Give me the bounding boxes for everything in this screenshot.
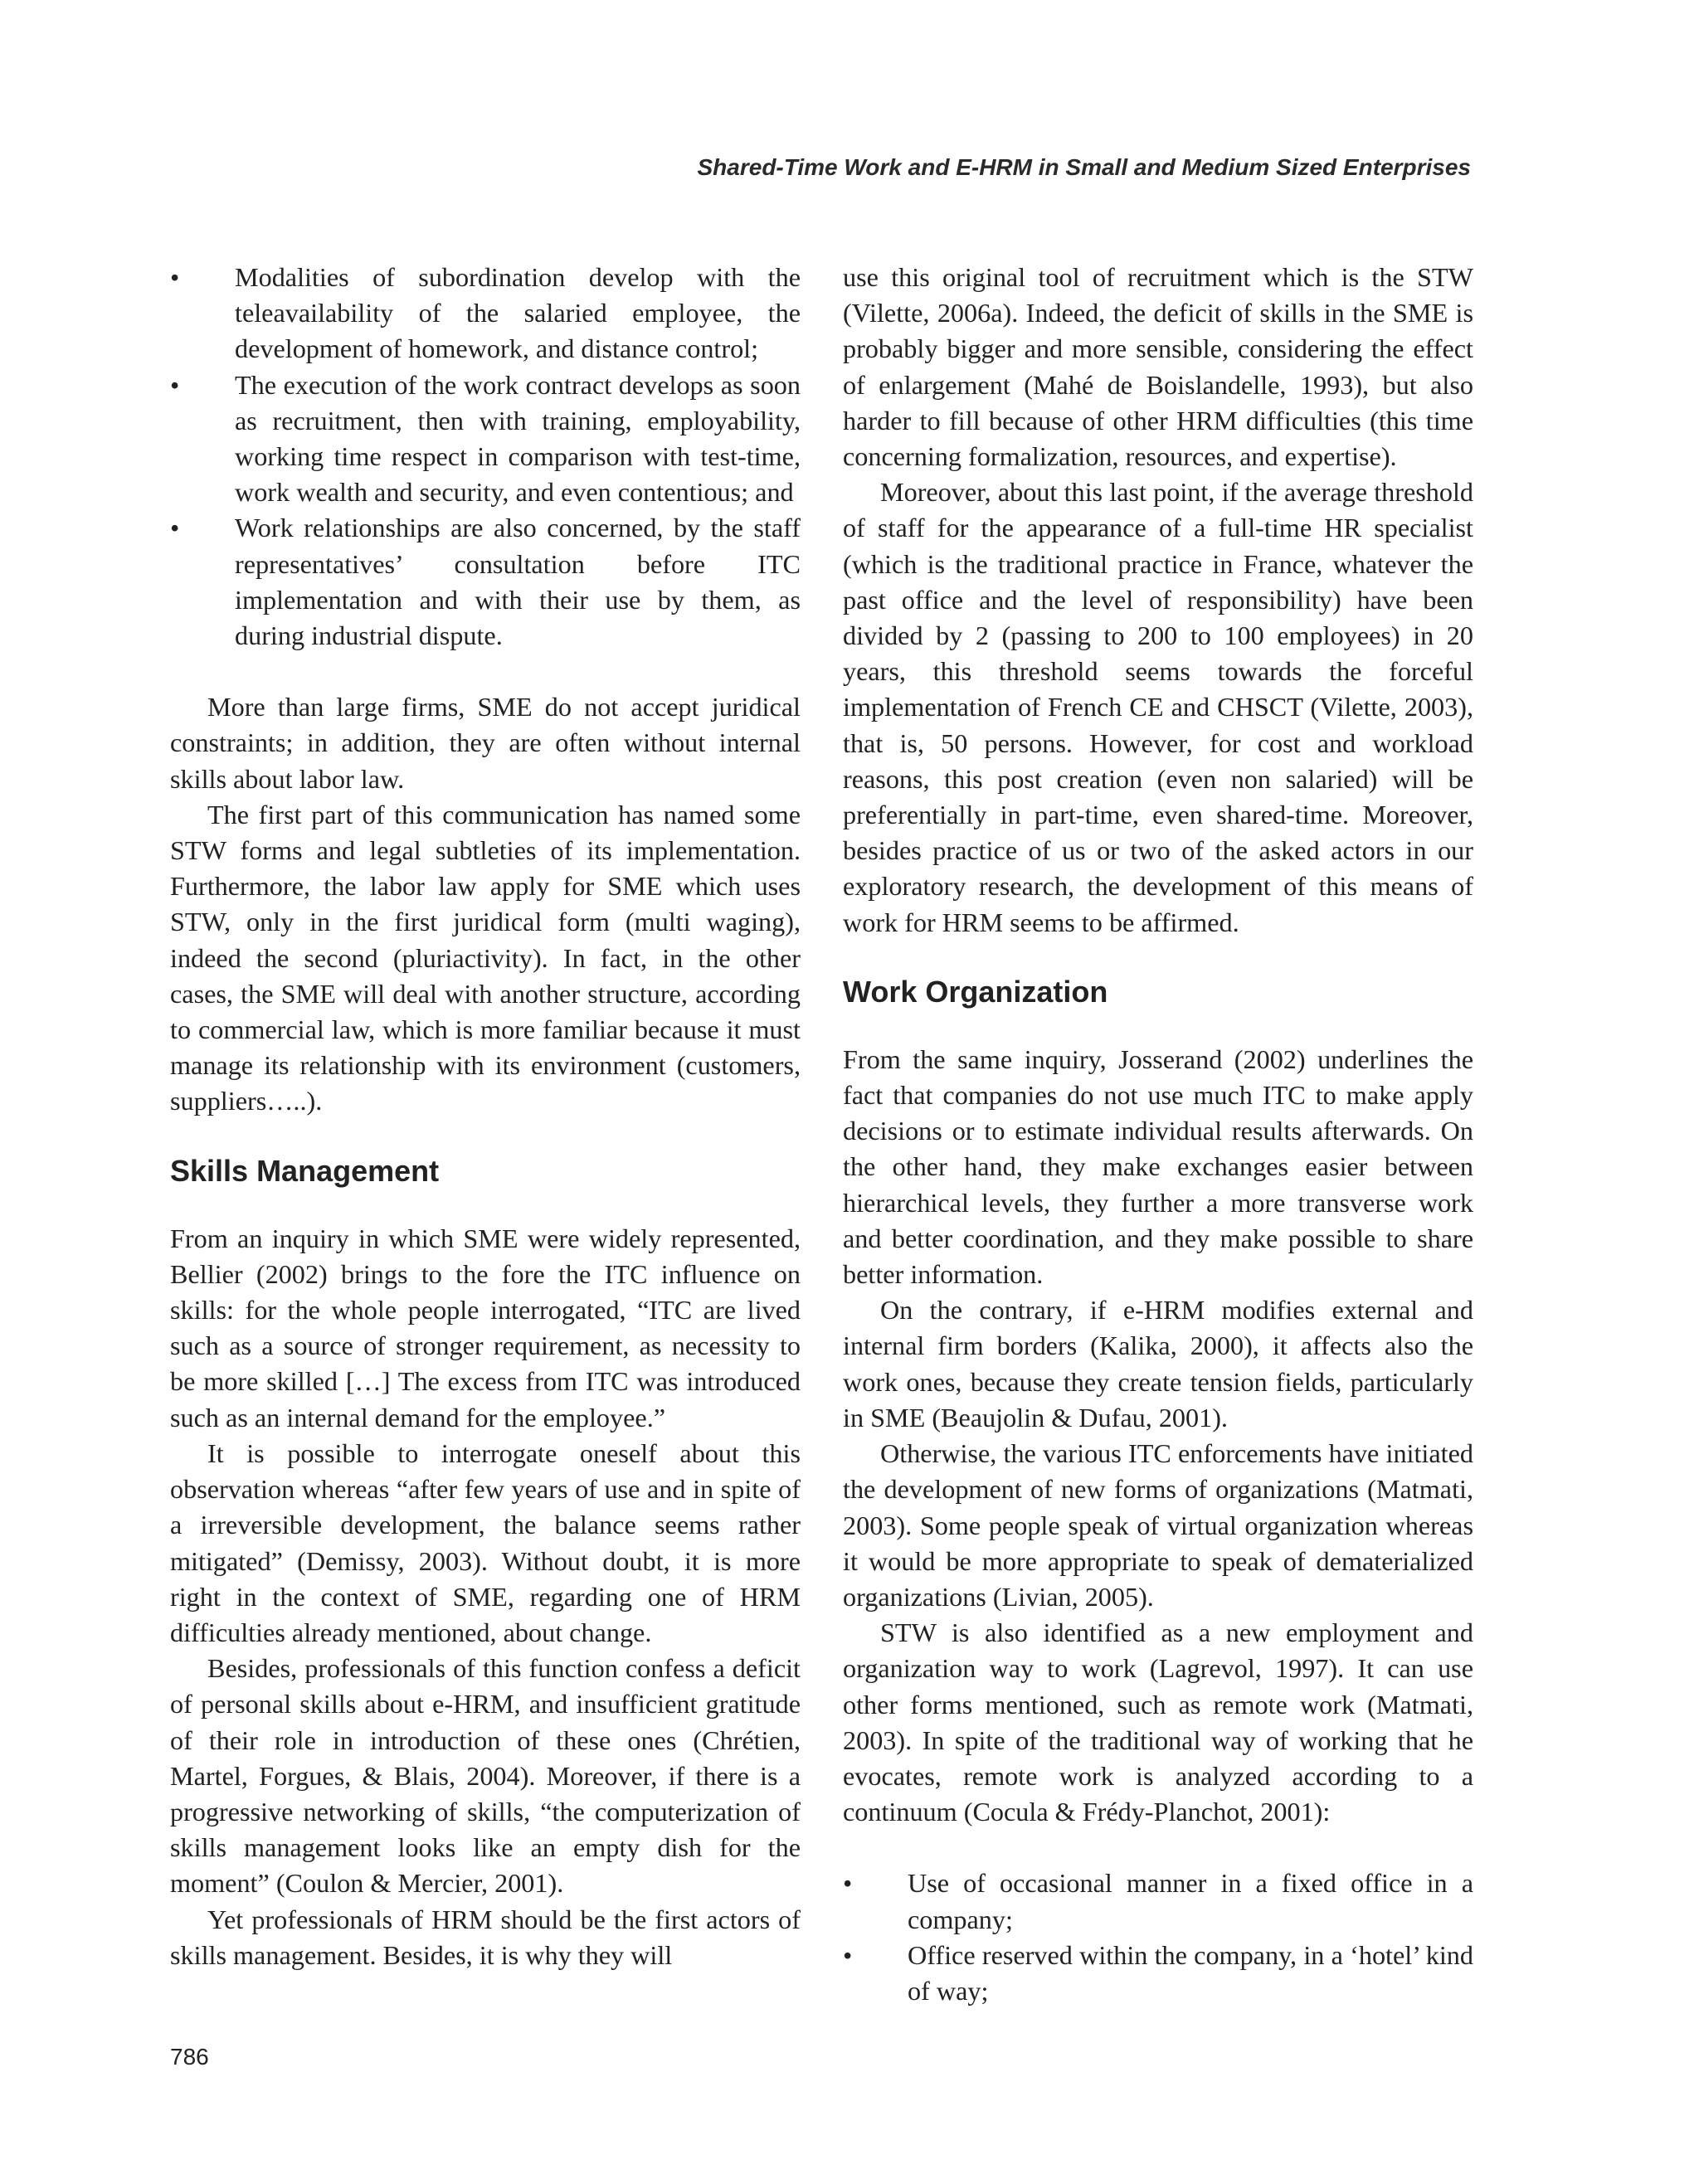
body-paragraph: Moreover, about this last point, if the average threshold of staff for the appearance of a full-time HR specialist (which is the traditional practice in France, whatever the past office and the level of responsibility) have been divided by 2 (passing to 200 to 100 employees) in 20 years, this threshold seems towards the forceful implementation of French CE and CHSCT (Vilette, 2003), that is, 50 persons. However, for cost and workload reasons, this post creation (even non salaried) will be preferentially in part-time, even shared-time. Moreover, besides practice of us or two of the asked actors in our exploratory research, the development of this means of work for HRM seems to be affirmed. (843, 477, 1473, 937)
bullet-text: The execution of the work contract develops as soon as recruitment, then with training, employability, working time respect in comparison with test-time, work wealth and security, and even contentious; and (235, 369, 801, 508)
bullet-text: Work relationships are also concerned, by the staff representatives’ consultation before ITC implementation and with their use by them, as during industrial dispute. (235, 513, 801, 651)
body-paragraph: Otherwise, the various ITC enforcements have initiated the development of new forms of organizations (Matmati, 2003). Some people speak of virtual organization whereas it would be more appropriate to speak of dematerialized organizations (Livian, 2005). (843, 1438, 1473, 1612)
bullet-text: Modalities of subordination develop with the teleavailability of the salaried employee, the development of homework, and distance control; (235, 262, 801, 364)
bullet-icon: • (843, 1868, 853, 1899)
body-paragraph: More than large firms, SME do not accept juridical constraints; in addition, they are often without internal skills about labor law. (170, 692, 801, 794)
list-item (843, 1938, 1473, 2009)
bullet-text: Use of occasional manner in a fixed office in a company; (908, 1868, 1473, 1934)
bullet-text: Office reserved within the company, in a ‘hotel’ kind of way; (908, 1939, 1473, 2006)
list-item (843, 1865, 1473, 1937)
body-paragraph: STW is also identified as a new employment and organization way to work (Lagrevol, 1997). It can use other forms mentioned, such as remote work (Matmati, 2003). In spite of the traditional way of working that he evocates, remote work is analyzed according to a continuum (Cocula & Frédy-Planchot, 2001): (843, 1617, 1473, 1827)
left-column (170, 260, 801, 1973)
list-item (170, 260, 801, 367)
body-paragraph: The first part of this communication has named some STW forms and legal subtleties of its implementation. Furthermore, the labor law apply for SME which uses STW, only in the first juridical form (multi waging), indeed the second (pluriactivity). In fact, in the other cases, the SME will deal with another structure, according to commercial law, which is more familiar because it must manage its relationship with its environment (customers, suppliers…..). (170, 799, 801, 1116)
list-item (170, 510, 801, 654)
page-number: 786 (170, 2044, 209, 2070)
section-heading-skills-management: Skills Management (170, 1153, 440, 1188)
bullet-icon: • (170, 369, 180, 400)
left-bullet-list (170, 260, 801, 654)
right-column (843, 260, 1473, 2009)
bullet-icon: • (170, 262, 180, 292)
body-paragraph: Yet professionals of HRM should be the first actors of skills management. Besides, it is why they will (170, 1904, 801, 1970)
bullet-icon: • (170, 513, 180, 543)
body-paragraph: On the contrary, if e-HRM modifies external and internal firm borders (Kalika, 2000), it affects also the work ones, because they create tension fields, particularly in SME (Beaujolin & Dufau, 2001). (843, 1295, 1473, 1432)
body-paragraph: It is possible to interrogate oneself about this observation whereas “after few years of use and in spite of a irreversible development, the balance seems rather mitigated” (Demissy, 2003). Without doubt, it is more right in the context of SME, regarding one of HRM difficulties already mentioned, about change. (170, 1437, 801, 1647)
running-title: Shared-Time Work and E-HRM in Small and Medium Sized Enterprises (697, 154, 1471, 180)
list-item (170, 367, 801, 511)
section-heading-work-organization: Work Organization (843, 974, 1108, 1009)
bullet-icon: • (843, 1939, 853, 1970)
body-paragraph: Besides, professionals of this function confess a deficit of personal skills about e-HRM, and insufficient gratitude of their role in introduction of these ones (Chrétien, Martel, Forgues, & Blais, 2004). Moreover, if there is a progressive networking of skills, “the computerization of skills management looks like an empty dish for the moment” (Coulon & Mercier, 2001). (170, 1653, 801, 1899)
body-paragraph: From the same inquiry, Josserand (2002) underlines the fact that companies do not use much ITC to make apply decisions or to estimate individual results afterwards. On the other hand, they make exchanges easier between hierarchical levels, they further a more transverse work and better coordination, and they make possible to share better information. (843, 1043, 1473, 1290)
body-paragraph: use this original tool of recruitment which is the STW (Vilette, 2006a). Indeed, the deficit of skills in the SME is probably bigger and more sensible, considering the effect of enlargement (Mahé de Boislandelle, 1993), but also harder to fill because of other HRM difficulties (this time concerning formalization, resources, and expertise). (843, 262, 1473, 472)
right-bullet-list (843, 1865, 1473, 2009)
body-paragraph: From an inquiry in which SME were widely represented, Bellier (2002) brings to the fore the ITC influence on skills: for the whole people interrogated, “ITC are lived such as a source of stronger requirement, as necessity to be more skilled […] The excess from ITC was introduced such as an internal demand for the employee.” (170, 1223, 801, 1432)
